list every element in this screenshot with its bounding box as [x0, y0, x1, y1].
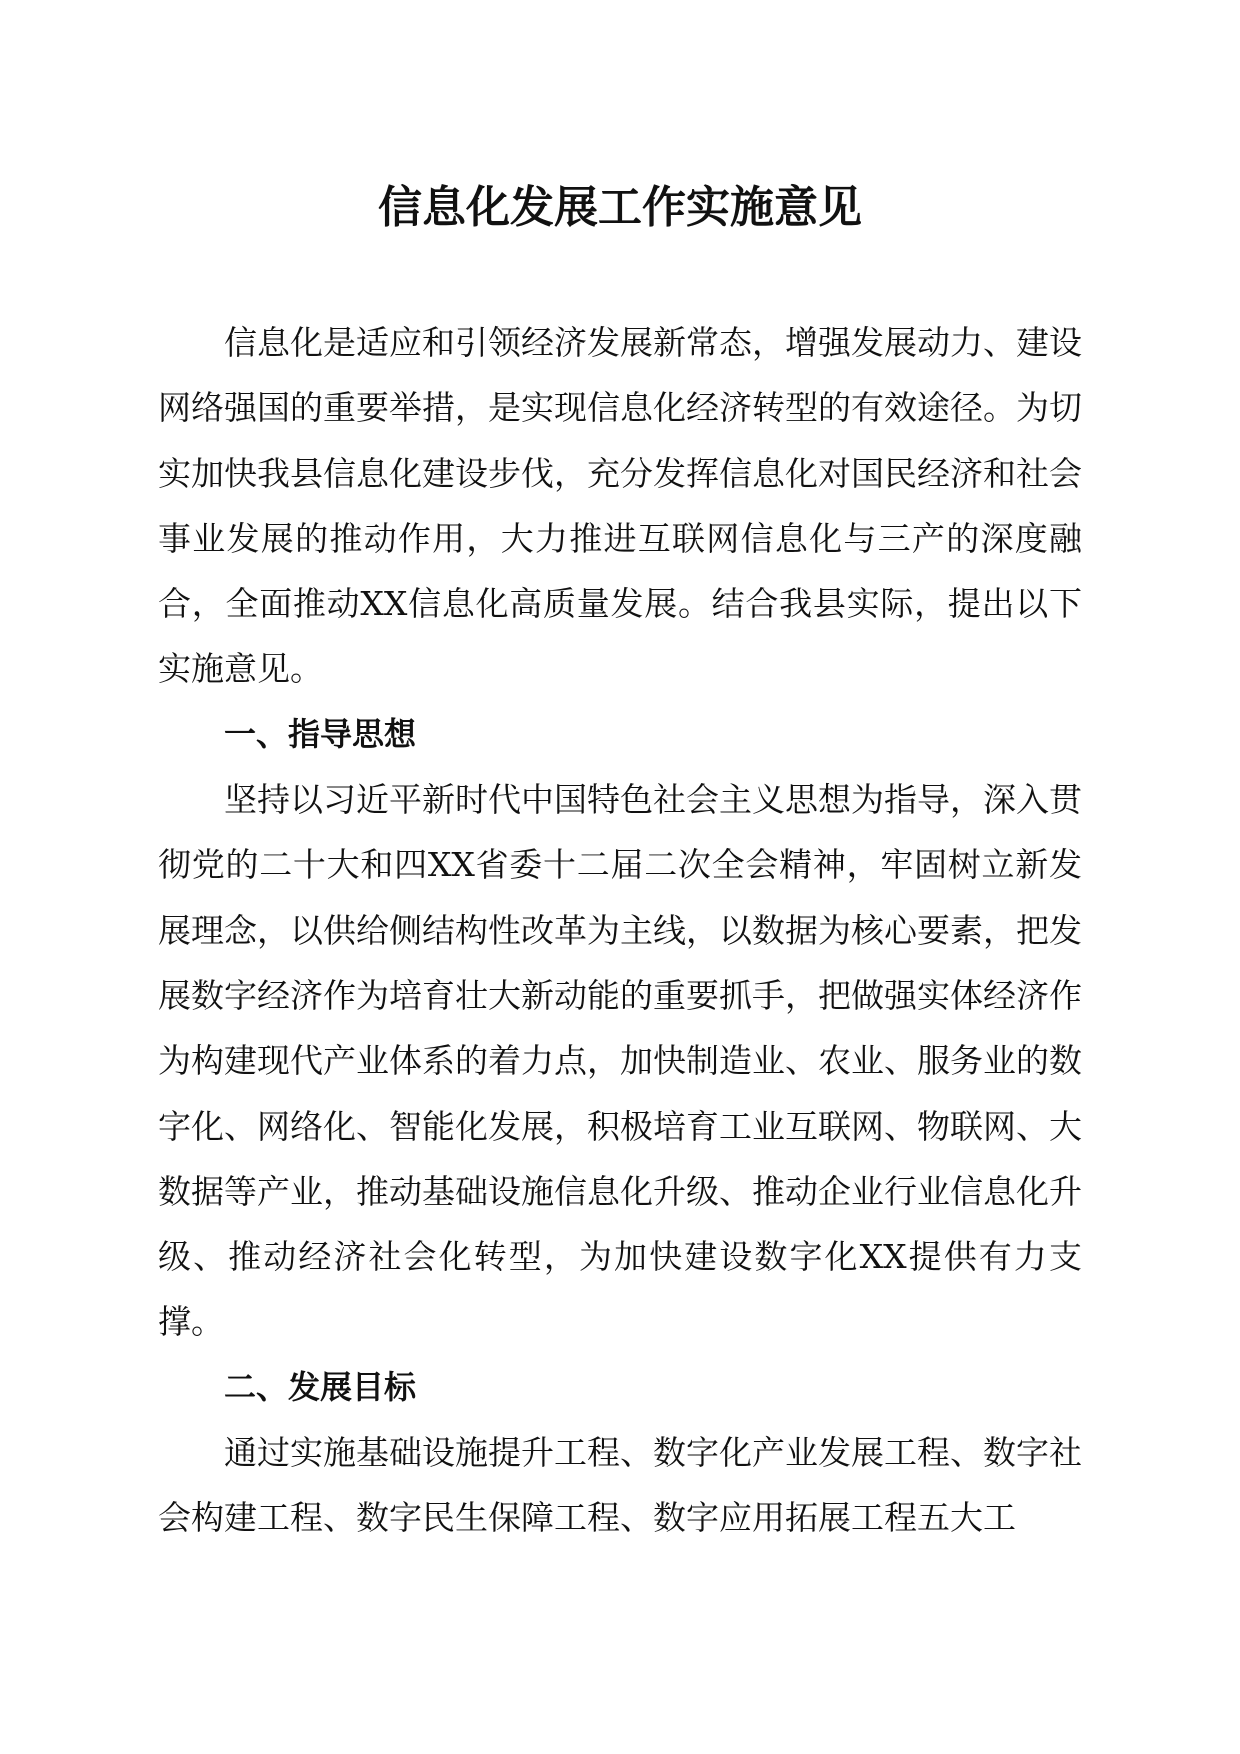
- section-paragraph-development-goals: 通过实施基础设施提升工程、数字化产业发展工程、数字社会构建工程、数字民生保障工程、数字应用拓展工程五大工: [158, 1433, 1082, 1538]
- section-heading-guiding-ideology: 一、指导思想: [224, 714, 417, 753]
- section-heading-development-goals: 二、发展目标: [224, 1367, 417, 1406]
- section-paragraph-guiding-ideology: 坚持以习近平新时代中国特色社会主义思想为指导，深入贯彻党的二十大和四XX省委十二届二次全会精神，牢固树立新发展理念，以供给侧结构性改革为主线，以数据为核心要素，把发展数字经济作为培育壮大新动能的重要抓手，把做强实体经济作为构建现代产业体系的着力点，加快制造业、农业、服务业的数字化、网络化、智能化发展，积极培育工业互联网、物联网、大数据等产业，推动基础设施信息化升级、推动企业行业信息化升级、推动经济社会化转型，为加快建设数字化XX提供有力支撑。: [158, 780, 1082, 1342]
- document-title: 信息化发展工作实施意见: [378, 182, 862, 233]
- intro-paragraph: 信息化是适应和引领经济发展新常态，增强发展动力、建设网络强国的重要举措，是实现信息化经济转型的有效途径。为切实加快我县信息化建设步伐，充分发挥信息化对国民经济和社会事业发展的推动作用，大力推进互联网信息化与三产的深度融合，全面推动XX信息化高质量发展。结合我县实际，提出以下实施意见。: [158, 323, 1082, 689]
- document-body: [158, 310, 1082, 1551]
